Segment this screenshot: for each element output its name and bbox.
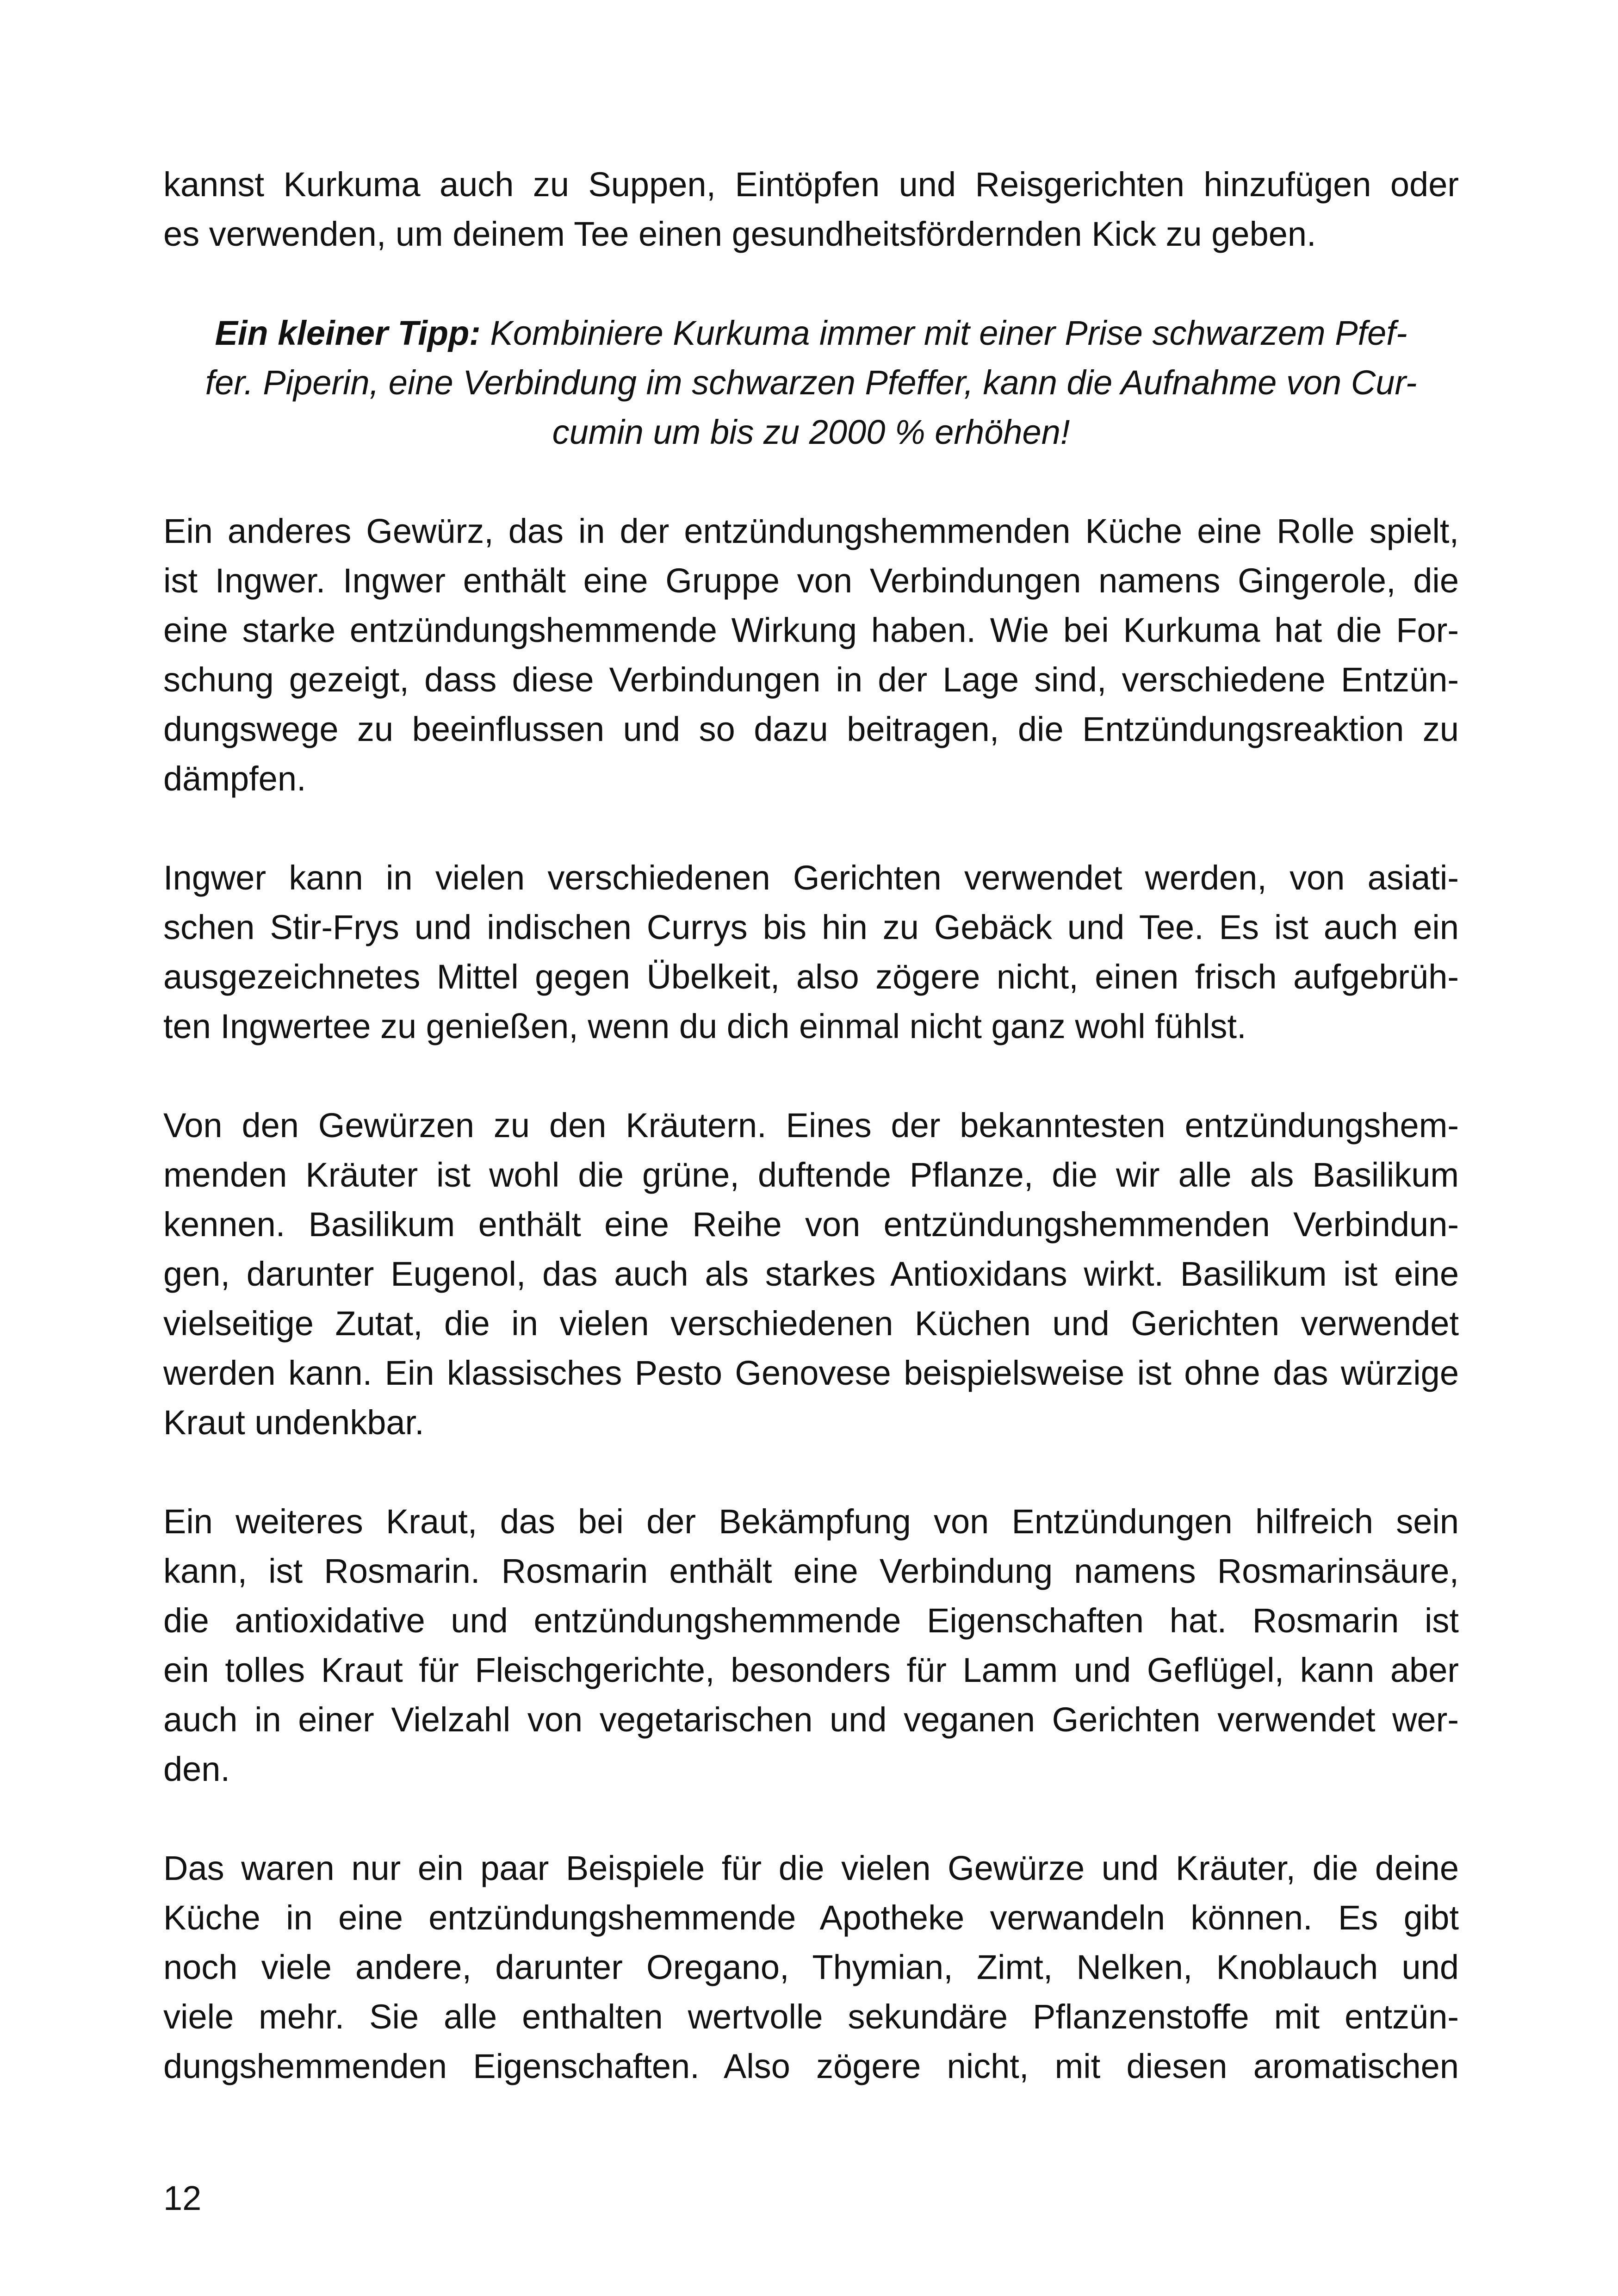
paragraph-basilikum bbox=[163, 1101, 1459, 1447]
text-line: Von den Gewürzen zu den Kräutern. Eines der bekanntesten entzündungshem- bbox=[163, 1106, 1459, 1145]
text-line: die antioxidative und entzündungshemmende Eigenschaften hat. Rosmarin ist bbox=[163, 1601, 1459, 1640]
paragraph-ingwer-uses bbox=[163, 853, 1459, 1051]
text-line: menden Kräuter ist wohl die grüne, duftende Pflanze, die wir alle als Basilikum bbox=[163, 1156, 1459, 1194]
tip-line: cumin um bis zu 2000 % erhöhen! bbox=[552, 413, 1070, 451]
text-line: eine starke entzündungshemmende Wirkung haben. Wie bei Kurkuma hat die For- bbox=[163, 611, 1459, 649]
page-content bbox=[163, 160, 1459, 2091]
text-line: Ein anderes Gewürz, das in der entzündungshemmenden Küche eine Rolle spielt, bbox=[163, 512, 1459, 550]
text-line: kennen. Basilikum enthält eine Reihe von entzündungshemmenden Verbindun- bbox=[163, 1205, 1459, 1244]
text-line: Ein weiteres Kraut, das bei der Bekämpfung von Entzündungen hilfreich sein bbox=[163, 1502, 1459, 1541]
paragraph-summary bbox=[163, 1843, 1459, 2091]
text-line: den. bbox=[163, 1750, 230, 1788]
paragraph-intro bbox=[163, 160, 1459, 259]
tip-box bbox=[163, 308, 1459, 457]
text-line: vielseitige Zutat, die in vielen verschiedenen Küchen und Gerichten verwendet bbox=[163, 1304, 1459, 1343]
text-line: ist Ingwer. Ingwer enthält eine Gruppe von Verbindungen namens Gingerole, die bbox=[163, 561, 1459, 600]
page-number: 12 bbox=[163, 2179, 202, 2217]
text-line: Kraut undenkbar. bbox=[163, 1403, 424, 1442]
text-line: viele mehr. Sie alle enthalten wertvolle sekundäre Pflanzenstoffe mit entzün- bbox=[163, 1997, 1459, 2036]
text-line: schung gezeigt, dass diese Verbindungen in der Lage sind, verschiedene Entzün- bbox=[163, 660, 1459, 699]
paragraph-rosmarin bbox=[163, 1497, 1459, 1794]
text-line: schen Stir-Frys und indischen Currys bis hin zu Gebäck und Tee. Es ist auch ein bbox=[163, 908, 1459, 946]
tip-text: Kombiniere Kurkuma immer mit einer Prise schwarzem Pfef- bbox=[490, 314, 1407, 352]
text-line: dungswege zu beeinflussen und so dazu beitragen, die Entzündungsreaktion zu bbox=[163, 710, 1459, 748]
text-line: kann, ist Rosmarin. Rosmarin enthält eine Verbindung namens Rosmarinsäure, bbox=[163, 1552, 1459, 1590]
text-line: dungshemmenden Eigenschaften. Also zögere nicht, mit diesen aromatischen bbox=[163, 2047, 1459, 2085]
text-line: Ingwer kann in vielen verschiedenen Gerichten verwendet werden, von asiati- bbox=[163, 859, 1459, 897]
paragraph-ingwer bbox=[163, 506, 1459, 803]
text-line: ausgezeichnetes Mittel gegen Übelkeit, also zögere nicht, einen frisch aufgebrüh- bbox=[163, 958, 1459, 996]
text-line: Das waren nur ein paar Beispiele für die vielen Gewürze und Kräuter, die deine bbox=[163, 1849, 1459, 1887]
text-line: werden kann. Ein klassisches Pesto Genovese beispielsweise ist ohne das würzige bbox=[163, 1354, 1459, 1392]
text-line: noch viele andere, darunter Oregano, Thymian, Zimt, Nelken, Knoblauch und bbox=[163, 1948, 1459, 1986]
text-line: gen, darunter Eugenol, das auch als starkes Antioxidans wirkt. Basilikum ist eine bbox=[163, 1255, 1459, 1293]
tip-line: fer. Piperin, eine Verbindung im schwarzen Pfeffer, kann die Aufnahme von Cur- bbox=[205, 363, 1417, 402]
text-line: kannst Kurkuma auch zu Suppen, Eintöpfen und Reisgerichten hinzufügen oder bbox=[163, 165, 1459, 204]
text-line: ten Ingwertee zu genießen, wenn du dich einmal nicht ganz wohl fühlst. bbox=[163, 1007, 1246, 1045]
text-line: dämpfen. bbox=[163, 759, 306, 798]
tip-label: Ein kleiner Tipp: bbox=[215, 314, 481, 352]
text-line: es verwenden, um deinem Tee einen gesundheitsfördernden Kick zu geben. bbox=[163, 215, 1316, 253]
text-line: ein tolles Kraut für Fleischgerichte, besonders für Lamm und Geflügel, kann aber bbox=[163, 1651, 1459, 1689]
text-line: Küche in eine entzündungshemmende Apotheke verwandeln können. Es gibt bbox=[163, 1898, 1459, 1937]
text-line: auch in einer Vielzahl von vegetarischen und veganen Gerichten verwendet wer- bbox=[163, 1700, 1459, 1739]
tip-line bbox=[163, 308, 1459, 358]
